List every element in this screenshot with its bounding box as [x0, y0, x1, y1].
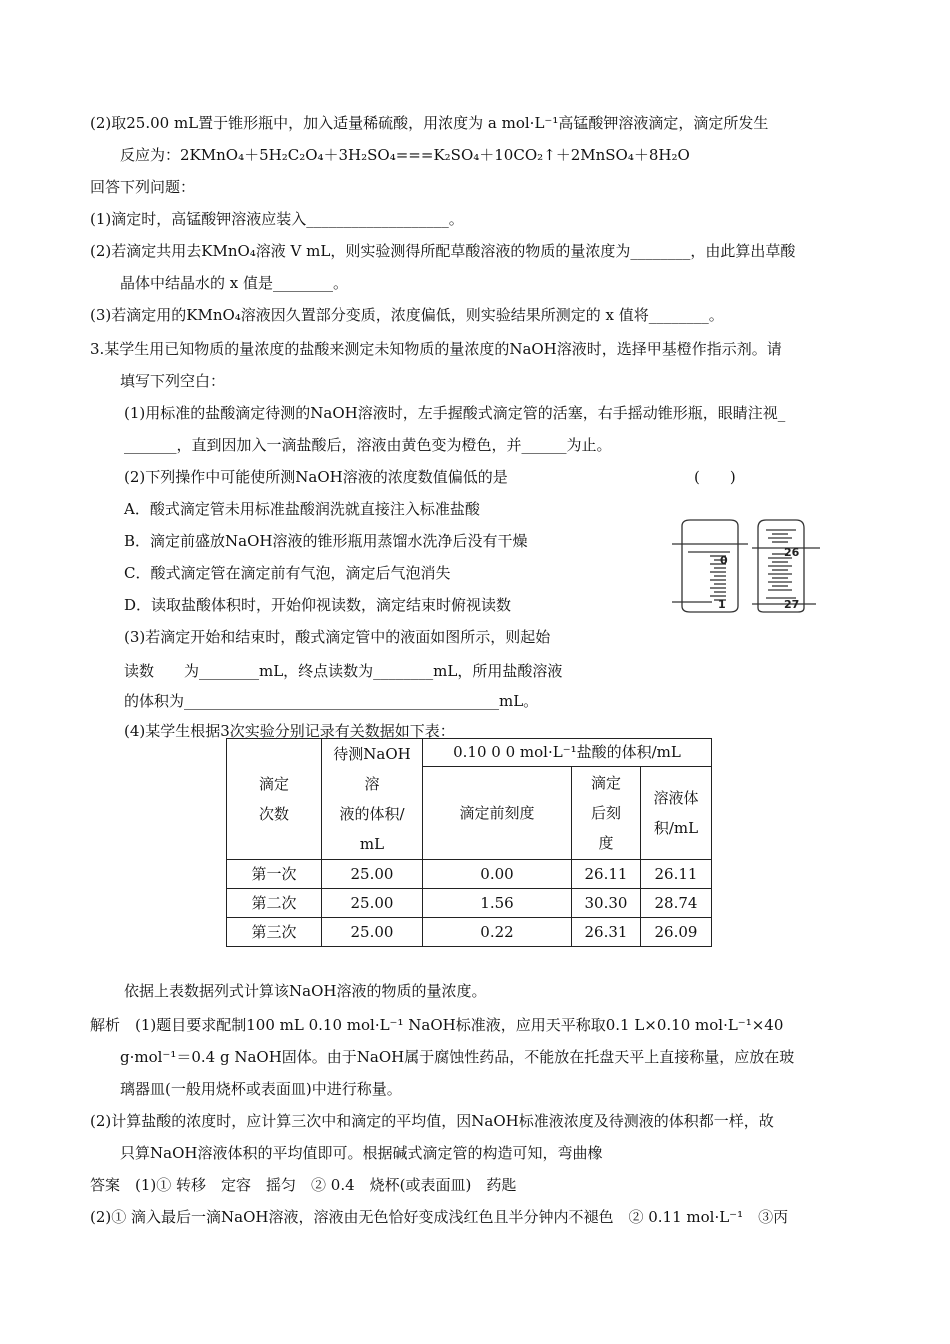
header-after: 滴定 后刻 度 — [572, 766, 641, 859]
burette-figure — [668, 518, 853, 618]
header-before: 滴定前刻度 — [423, 766, 572, 859]
q3-sub3-cont2: 的体积为__________________________________________mL。 — [124, 692, 539, 710]
table-row: 第一次 25.00 0.00 26.11 26.11 — [227, 860, 712, 889]
q3-sub1-cont: _______，直到因加入一滴盐酸后，溶液由黄色变为橙色，并______为止。 — [124, 436, 612, 454]
q2-sub2-cont: 晶体中结晶水的 x 值是________。 — [120, 274, 348, 292]
q2-line-1: (2)取25.00 mL置于锥形瓶中，加入适量稀硫酸，用浓度为 a mol·L⁻¹高锰酸钾溶液滴定，滴定所发生 — [90, 114, 769, 132]
q3-sub3: (3)若滴定开始和结束时，酸式滴定管中的液面如图所示，则起始 — [124, 628, 551, 646]
left-tube-label-0: 0 — [720, 554, 728, 567]
header-solution-volume: 溶液体 积/mL — [641, 766, 712, 859]
left-tube-label-1: 1 — [718, 598, 726, 611]
q2-prompt: 回答下列问题： — [90, 178, 196, 196]
header-trial: 滴定 次数 — [227, 739, 322, 860]
q3-stem-cont: 填写下列空白： — [120, 372, 226, 390]
right-tube-label-26: 26 — [784, 546, 800, 559]
q3-stem: 3.某学生用已知物质的量浓度的盐酸来测定未知物质的量浓度的NaOH溶液时，选择甲基橙作指示剂。请 — [90, 340, 782, 358]
q2-sub3: (3)若滴定用的KMnO₄溶液因久置部分变质，浓度偏低，则实验结果所测定的 x 值将________。 — [90, 306, 724, 324]
header-sample-volume: 待测NaOH溶 液的体积/ mL — [322, 739, 423, 860]
analysis-line-1: 解析 (1)题目要求配制100 mL 0.10 mol·L⁻¹ NaOH标准液，应用天平称取0.1 L×0.10 mol·L⁻¹×40 — [90, 1016, 784, 1034]
answer-line-1: 答案 (1)① 转移 定容 摇匀 ② 0.4 烧杯(或表面皿) 药匙 — [90, 1176, 517, 1194]
option-b: B．滴定前盛放NaOH溶液的锥形瓶用蒸馏水洗净后没有干燥 — [124, 532, 528, 550]
right-tube-label-27: 27 — [784, 598, 800, 611]
option-c: C．酸式滴定管在滴定前有气泡，滴定后气泡消失 — [124, 564, 451, 582]
table-row: 第三次 25.00 0.22 26.31 26.09 — [227, 918, 712, 947]
answer-parentheses: ( ) — [694, 468, 736, 486]
q3-sub4-calc: 依据上表数据列式计算该NaOH溶液的物质的量浓度。 — [124, 982, 487, 1000]
q3-sub1: (1)用标准的盐酸滴定待测的NaOH溶液时，左手握酸式滴定管的活塞，右手摇动锥形瓶，眼睛注视_ — [124, 404, 786, 422]
q2-reaction: 反应为：2KMnO₄＋5H₂C₂O₄＋3H₂SO₄===K₂SO₄＋10CO₂↑＋2MnSO₄＋8H₂O — [120, 146, 690, 164]
titration-data-table — [226, 738, 712, 947]
answer-line-2: (2)① 滴入最后一滴NaOH溶液，溶液由无色恰好变成浅红色且半分钟内不褪色 ② 0.11 mol·L⁻¹ ③丙 — [90, 1208, 789, 1226]
q3-sub3-cont: 读数 为________mL，终点读数为________mL，所用盐酸溶液 — [124, 662, 563, 680]
table-row: 第二次 25.00 1.56 30.30 28.74 — [227, 889, 712, 918]
q2-sub2: (2)若滴定共用去KMnO₄溶液 V mL，则实验测得所配草酸溶液的物质的量浓度为________，由此算出草酸 — [90, 242, 796, 260]
header-hcl-volume: 0.10 0 0 mol·L⁻¹盐酸的体积/mL — [423, 739, 712, 767]
q2-sub1: (1)滴定时，高锰酸钾溶液应装入___________________。 — [90, 210, 464, 228]
option-d: D．读取盐酸体积时，开始仰视读数，滴定结束时俯视读数 — [124, 596, 512, 614]
option-a: A．酸式滴定管未用标准盐酸润洗就直接注入标准盐酸 — [124, 500, 480, 518]
analysis-line-2: g·mol⁻¹＝0.4 g NaOH固体。由于NaOH属于腐蚀性药品，不能放在托盘天平上直接称量，应放在玻 — [120, 1048, 795, 1066]
analysis-line-5: 只算NaOH溶液体积的平均值即可。根据碱式滴定管的构造可知，弯曲橡 — [120, 1144, 603, 1162]
q3-sub2: (2)下列操作中可能使所测NaOH溶液的浓度数值偏低的是 — [124, 468, 508, 486]
analysis-line-4: (2)计算盐酸的浓度时，应计算三次中和滴定的平均值，因NaOH标准液浓度及待测液的体积都一样，故 — [90, 1112, 774, 1130]
q3-sub4: (4)某学生根据3次实验分别记录有关数据如下表： — [124, 722, 455, 740]
analysis-line-3: 璃器皿(一般用烧杯或表面皿)中进行称量。 — [120, 1080, 402, 1098]
